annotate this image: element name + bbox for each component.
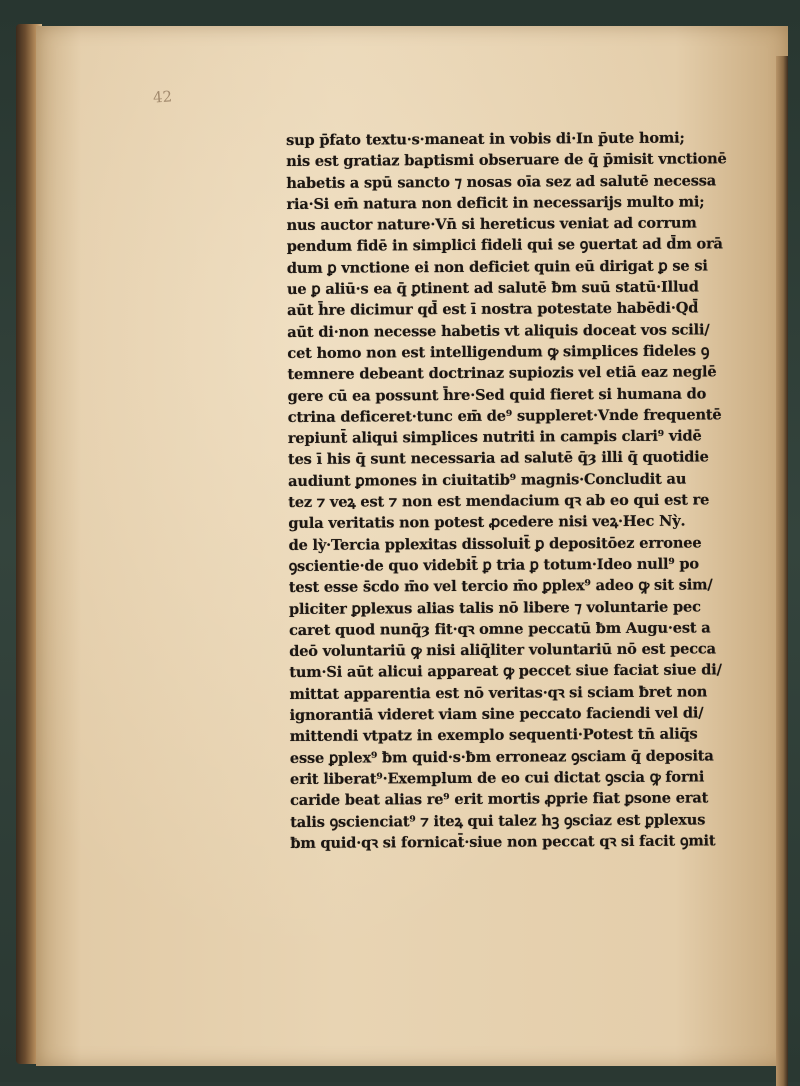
text-line: cet homo non est intelligendum ꝙ simplices fideles ꝯ bbox=[287, 342, 710, 362]
text-line: tes ī his q̄ sunt necessaria ad salutē q̄ȝ illi q̄ quotidie bbox=[287, 448, 709, 469]
text-line: ꝯscientie·de quo videbit̄ ꝑ tria ꝑ totum·Ideo null⁹ po bbox=[288, 555, 699, 575]
text-line: sup p̄fato textu·s·maneat in vobis di·In p̄ute homi; bbox=[286, 129, 685, 149]
text-line: ƀm quid·qꝛ si fornicat̄·siue non peccat qꝛ si facit ꝯmit bbox=[290, 832, 716, 852]
text-line: pendum fidē in simplici fideli qui se ꝯuertat ad d̄m orā bbox=[286, 235, 723, 256]
text-line: dum ꝑ vnctione ei non deficiet quin eū dirigat ꝑ se si bbox=[286, 257, 708, 277]
book-page bbox=[36, 26, 788, 1066]
text-line: ue ꝑ aliū·s ea q̄ ꝑtinent ad salutē ƀm suū statū·Illud bbox=[286, 278, 699, 299]
text-line: test esse s̄cdo m̄o vel tercio m̄o ꝑplex⁹ adeo ꝙ sit sim/ bbox=[288, 576, 713, 597]
text-line: deō voluntariū ꝙ nisi aliq̄liter voluntariū nō est pecca bbox=[289, 640, 716, 661]
text-line: de lỳ·Tercia pplexitas dissoluit̄ ꝑ depositōez erronee bbox=[288, 534, 702, 554]
text-line: esse ꝑplex⁹ ƀm quid·s·ƀm erroneaz ꝯsciam q̄ deposita bbox=[289, 747, 714, 767]
folio-number: 42 bbox=[152, 87, 173, 107]
text-line: nus auctor nature·Vn̄ si hereticus veniat ad corrum bbox=[286, 214, 697, 235]
text-line: aūt h̄re dicimur qd̄ est ī nostra potestate habēdi·Qd̄ bbox=[287, 299, 699, 320]
page-right-edge bbox=[776, 56, 788, 1086]
text-line: aūt di·non necesse habetis vt aliquis doceat vos scili/ bbox=[287, 321, 710, 341]
text-line: mittat apparentia est nō veritas·qꝛ si sciam ƀret non bbox=[289, 683, 708, 703]
text-line: erit liberat⁹·Exemplum de eo cui dictat ꝯscia ꝙ forni bbox=[289, 768, 705, 788]
text-line: tez ⁊ veꝝ est ⁊ non est mendacium qꝛ ab eo qui est re bbox=[288, 491, 710, 512]
text-line: ignorantiā videret viam sine peccato faciendi vel di/ bbox=[289, 704, 704, 725]
text-line: talis ꝯscienciat⁹ ⁊ iteꝝ qui talez hꝫ ꝯsciaz est ꝑplexus bbox=[290, 810, 706, 831]
text-line: repiunt̄ aliqui simplices nutriti in campis clari⁹ vidē bbox=[287, 427, 702, 448]
text-line: mittendi vtpatz in exemplo sequenti·Potest tn̄ aliq̄s bbox=[289, 725, 698, 746]
text-line: ria·Si em̄ natura non deficit in necessarijs multo mi; bbox=[286, 193, 705, 213]
text-line: gere cū ea possunt h̄re·Sed quid fieret si humana do bbox=[287, 385, 707, 405]
text-line: ctrina deficeret·tunc em̄ de⁹ suppleret·Vnde frequentē bbox=[287, 406, 722, 426]
text-line: gula veritatis non potest ꝓcedere nisi veꝝ·Hec Nỳ. bbox=[288, 512, 686, 533]
text-line: audiunt ꝑmones in ciuitatib⁹ magnis·Concludit au bbox=[288, 470, 687, 490]
text-line: habetis a spū sancto ⁊ nosas oīa sez ad salutē necessa bbox=[286, 171, 717, 192]
text-line: nis est gratiaz baptismi obseruare de q̄ p̄misit vnctionē bbox=[286, 150, 727, 171]
text-line: caride beat alias re⁹ erit mortis ꝓprie fiat ꝑsone erat bbox=[290, 789, 709, 810]
text-line: tum·Si aūt alicui appareat ꝙ peccet siue faciat siue di/ bbox=[289, 661, 722, 682]
text-line: caret quod nunq̄ȝ fit·qꝛ omne peccatū ƀm Augu·est a bbox=[289, 619, 711, 639]
text-line: pliciter ꝑplexus alias talis nō libere ⁊ voluntarie pec bbox=[288, 598, 701, 618]
text-block bbox=[286, 127, 750, 854]
text-line: temnere debeant doctrinaz supiozis vel etiā eaz neglē bbox=[287, 363, 717, 384]
